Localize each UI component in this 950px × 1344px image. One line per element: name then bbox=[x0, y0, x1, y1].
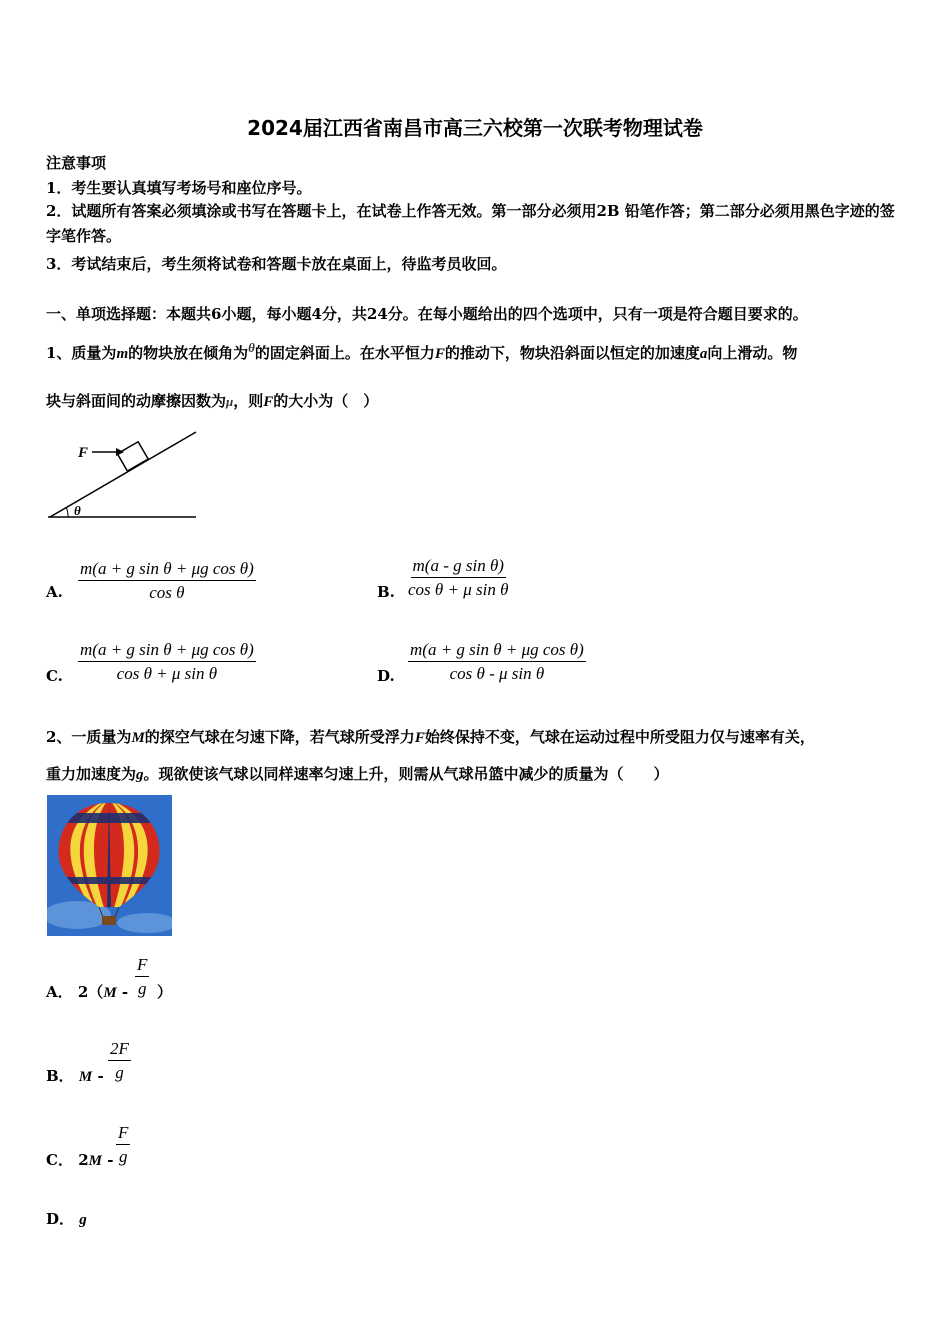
notice-item: 2．试题所有答案必须填涂或书写在答题卡上，在试卷上作答无效。第一部分必须用2B 铅笔作答；第二部分必须用黑色字迹的签字笔作答。 bbox=[46, 202, 895, 245]
angle-label: θ bbox=[74, 503, 81, 518]
q1-text: ，则 bbox=[233, 392, 264, 410]
denominator: cos θ - μ sin θ bbox=[449, 664, 545, 683]
notice-item: 1．考生要认真填写考场号和座位序号。 bbox=[46, 179, 312, 197]
numerator: m(a - g sin θ) bbox=[411, 556, 506, 578]
q2-text: 重力加速度为 bbox=[46, 765, 137, 783]
denominator: g bbox=[115, 1063, 124, 1082]
denominator: cos θ + μ sin θ bbox=[408, 580, 509, 599]
q2-var-F: F bbox=[414, 730, 425, 746]
option-c-fraction bbox=[116, 1123, 130, 1167]
option-var: M bbox=[103, 985, 117, 1001]
denominator: cos θ + μ sin θ bbox=[116, 664, 218, 683]
option-prefix: 2 bbox=[78, 1151, 89, 1169]
denominator: cos θ bbox=[149, 583, 185, 602]
option-var: M bbox=[78, 1069, 93, 1085]
question-2-line-1 bbox=[46, 726, 815, 747]
q2-var-M: M bbox=[131, 730, 145, 746]
option-label: A. bbox=[46, 583, 63, 601]
q1-var-m: m bbox=[116, 346, 129, 362]
option-minus: - bbox=[121, 983, 129, 1001]
q1-var-F: F bbox=[263, 394, 274, 410]
incline-figure bbox=[44, 428, 204, 524]
question-1-line-1 bbox=[46, 340, 797, 363]
incline-line bbox=[50, 432, 196, 517]
page-title: 2024届江西省南昌市高三六校第一次联考物理试卷 bbox=[247, 116, 703, 140]
option-c-fraction bbox=[78, 640, 256, 684]
numerator: F bbox=[135, 955, 149, 977]
notice-heading: 注意事项 bbox=[46, 154, 107, 172]
denominator: g bbox=[118, 1147, 128, 1166]
option-minus: - bbox=[97, 1067, 104, 1085]
q2-text: 。现欲使该气球以同样速率匀速上升，则需从气球吊篮中减少的质量为（ ） bbox=[143, 765, 669, 783]
numerator: 2F bbox=[108, 1039, 131, 1061]
q2-text: 2、一质量为 bbox=[46, 728, 132, 746]
option-b bbox=[46, 1065, 104, 1086]
q2-var-g: g bbox=[136, 767, 144, 783]
q1-text: 的大小为（ ） bbox=[273, 392, 379, 410]
q1-var-F: F bbox=[434, 346, 445, 362]
numerator: m(a + g sin θ + μg cos θ) bbox=[78, 640, 256, 662]
option-label: C. bbox=[46, 667, 63, 685]
denominator: g bbox=[137, 979, 147, 998]
q1-var-a: a bbox=[699, 346, 708, 362]
option-prefix: 2（ bbox=[77, 983, 104, 1001]
q1-text: 块与斜面间的动摩擦因数为 bbox=[46, 392, 227, 410]
q1-text: 的固定斜面上。在水平恒力 bbox=[254, 344, 435, 362]
q1-var-theta: θ bbox=[248, 340, 255, 355]
hot-air-balloon-image bbox=[47, 795, 172, 936]
option-label: D． bbox=[46, 1210, 75, 1228]
q1-text: 的物块放在倾角为 bbox=[128, 344, 249, 362]
option-a-fraction bbox=[135, 955, 149, 999]
numerator: F bbox=[116, 1123, 130, 1145]
block bbox=[117, 442, 148, 471]
option-minus: - bbox=[107, 1151, 114, 1169]
option-b-fraction bbox=[108, 1039, 131, 1083]
notice-item: 3．考试结束后，考生须将试卷和答题卡放在桌面上，待监考员收回。 bbox=[46, 255, 507, 273]
q1-text: 1、质量为 bbox=[46, 344, 117, 362]
q1-text: 向上滑动。物 bbox=[707, 344, 798, 362]
option-c bbox=[46, 1149, 113, 1170]
option-label: B. bbox=[377, 583, 395, 601]
option-label: B． bbox=[46, 1067, 74, 1085]
option-d bbox=[46, 1208, 87, 1229]
numerator: m(a + g sin θ + μg cos θ) bbox=[78, 559, 256, 581]
q2-text: 的探空气球在匀速下降，若气球所受浮力 bbox=[144, 728, 415, 746]
option-b-fraction bbox=[408, 556, 508, 600]
option-var: M bbox=[88, 1153, 102, 1169]
option-var: g bbox=[79, 1212, 87, 1228]
option-label: A． bbox=[46, 983, 73, 1001]
section-heading: 一、单项选择题：本题共6小题，每小题4分，共24分。在每小题给出的四个选项中，只有一项是符合题目要求的。 bbox=[46, 305, 808, 323]
q2-text: 始终保持不变，气球在运动过程中所受阻力仅与速率有关， bbox=[424, 728, 815, 746]
angle-arc bbox=[66, 507, 68, 517]
force-label: F bbox=[78, 445, 89, 461]
option-suffix: ） bbox=[157, 983, 173, 1001]
option-label: C． bbox=[46, 1151, 73, 1169]
option-a bbox=[46, 981, 128, 1002]
option-label: D. bbox=[377, 667, 395, 685]
q1-var-mu: μ bbox=[226, 394, 234, 409]
question-1-line-2 bbox=[46, 390, 378, 411]
option-d-fraction bbox=[408, 640, 586, 684]
q1-text: 的推动下，物块沿斜面以恒定的加速度 bbox=[444, 344, 700, 362]
balloon-basket bbox=[102, 916, 116, 925]
option-a-fraction bbox=[78, 559, 256, 603]
question-2-line-2 bbox=[46, 763, 669, 784]
numerator: m(a + g sin θ + μg cos θ) bbox=[408, 640, 586, 662]
